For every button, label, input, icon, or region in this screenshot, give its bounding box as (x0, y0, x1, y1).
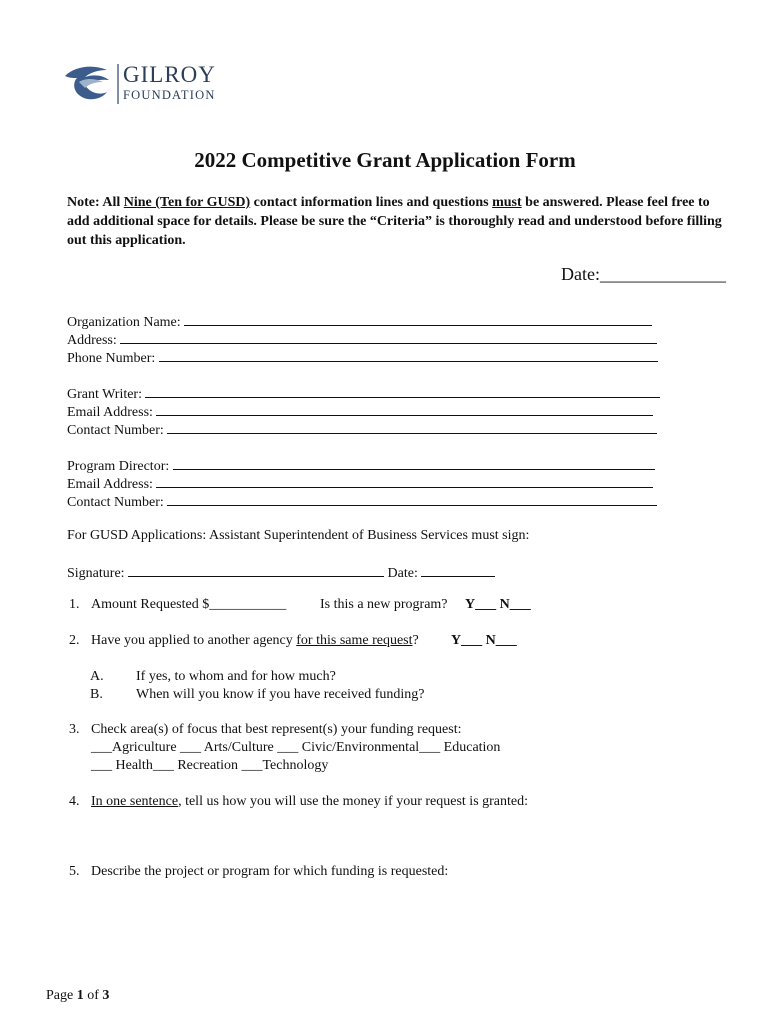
gusd-instruction: For GUSD Applications: Assistant Superintendent of Business Services must sign: (67, 528, 530, 543)
page-title: 2022 Competitive Grant Application Form (194, 148, 576, 172)
instructions-note: Note: All Nine (Ten for GUSD) contact information lines and questions must be answered. Please feel free to add additional space for details. Please be sure the “Criteria” is thoroughly read and understood before filling out this application. (67, 195, 722, 248)
date-field[interactable]: Date:______________ (561, 264, 726, 284)
address-field[interactable]: Address: (67, 330, 657, 350)
focus-area-options-row-2[interactable]: ___ Health___ Recreation ___Technology (91, 758, 329, 773)
gilroy-foundation-logo (63, 60, 233, 110)
bird-emblem-icon (63, 62, 113, 106)
program-director-contact-field[interactable]: Contact Number: (67, 492, 657, 512)
program-director-email-field[interactable]: Email Address: (67, 474, 653, 494)
question-4-number: 4. (69, 794, 80, 809)
page-number: Page 1 of 3 (46, 988, 110, 1003)
question-2-number: 2. (69, 633, 80, 648)
other-agency-question: Have you applied to another agency for this same request? (91, 633, 419, 648)
grant-writer-email-field[interactable]: Email Address: (67, 402, 653, 422)
focus-area-question: Check area(s) of focus that best represent(s) your funding request: (91, 722, 462, 737)
amount-requested-field[interactable]: Amount Requested $___________ (91, 597, 287, 612)
grant-writer-field[interactable]: Grant Writer: (67, 384, 660, 404)
organization-name-field[interactable]: Organization Name: (67, 312, 652, 332)
new-program-question: Is this a new program? (320, 597, 448, 612)
signature-row[interactable] (67, 563, 495, 583)
logo-subtitle: FOUNDATION (123, 88, 216, 102)
sub-question-a-letter: A. (90, 669, 104, 684)
focus-area-options-row-1[interactable]: ___Agriculture ___ Arts/Culture ___ Civic/Environmental___ Education (91, 740, 501, 755)
question-1-number: 1. (69, 597, 80, 612)
sub-question-a: If yes, to whom and for how much? (136, 669, 336, 684)
program-director-field[interactable]: Program Director: (67, 456, 655, 476)
signature-label: Signature: (67, 566, 129, 581)
other-agency-yes-no[interactable]: Y___ N___ (451, 633, 517, 648)
sub-question-b-letter: B. (90, 687, 103, 702)
use-of-money-question: In one sentence, tell us how you will use the money if your request is granted: (91, 794, 529, 809)
grant-writer-contact-field[interactable]: Contact Number: (67, 420, 657, 440)
phone-number-field[interactable]: Phone Number: (67, 348, 658, 368)
question-5-number: 5. (69, 864, 80, 879)
logo-name: GILROY (123, 62, 216, 87)
signature-date-label: Date: (387, 566, 422, 581)
signature-date-line[interactable] (421, 563, 495, 577)
signature-line[interactable] (128, 563, 384, 577)
logo-divider (117, 64, 119, 104)
sub-question-b: When will you know if you have received funding? (136, 687, 425, 702)
new-program-yes-no[interactable]: Y___ N___ (465, 597, 531, 612)
question-3-number: 3. (69, 722, 80, 737)
project-description-question: Describe the project or program for which funding is requested: (91, 864, 449, 879)
